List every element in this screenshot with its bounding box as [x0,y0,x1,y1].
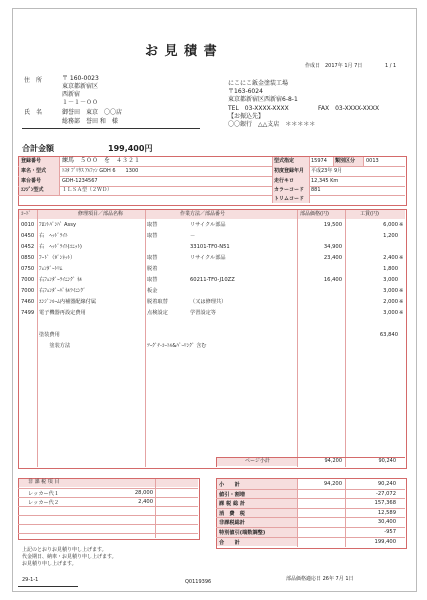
vehicle-divider [333,157,334,166]
item-price: 19,500 [323,222,342,228]
item-mark: ※ [399,222,404,228]
summary-row-line [216,489,405,490]
company-address: 東京都新宿区西新宿6-8-1 [228,96,298,103]
company-tel: TEL 03-XXXX-XXXX [228,105,289,112]
table-row [18,242,405,253]
page-title: お 見 積 書 [145,44,218,59]
nontax-value: 2,400 [138,499,153,505]
customer-addr1: 東京都新宿区 [62,83,99,90]
nontax-row-line [18,524,198,525]
engine-label: ｴﾝｼﾞﾝ型式 [21,187,44,193]
name-label: 氏 名 [24,109,43,116]
item-method: 脱着取替 [147,299,168,305]
item-price: 16,400 [323,277,342,283]
item-labor: 2,400 [383,255,398,261]
nontax-row-line [18,515,198,516]
item-code: 0750 [21,266,35,272]
table-row [18,253,405,264]
footer-left: 29-1-1 [22,577,39,583]
note-line-2: 代金期日、納車・お見積り申し上げます。 [22,554,117,560]
item-mark: ※ [399,255,404,261]
item-code: 0452 [21,244,35,250]
first-reg-label: 初度登録年月 [274,168,305,174]
note-line-3: お見積り申し上げます。 [22,561,77,567]
item-code: 7499 [21,310,35,316]
vehicle-divider [309,157,310,203]
summary-label: 値引・割増 [219,491,245,498]
header-code: ｺｰﾄﾞ [21,211,32,217]
vehicle-row-line [18,176,405,177]
total-value: 199,400円 [108,144,153,153]
item-price: 34,900 [323,244,342,250]
footer-right: 部品価格適応日 26年 7月 1日 [286,576,354,582]
item-part: リサイクル部品 [190,222,226,228]
table-row [18,264,405,275]
summary-value: -957 [384,529,396,535]
page-number: 1 / 1 [385,63,397,69]
item-code: 7000 [21,288,35,294]
table-row [18,220,405,231]
summary-row-line [216,498,405,499]
type-value: 15974 [311,158,327,164]
table-row [18,286,405,297]
item-code: 0850 [21,255,35,261]
item-method: 取替 [147,222,158,228]
color-value: 881 [311,187,321,193]
first-reg-value: 平成23年 9月 [311,168,343,174]
item-part: （又は修理共） [190,299,227,305]
summary-value: 157,368 [374,500,396,507]
item-method: 取替 [147,255,158,261]
summary-row-line [216,517,405,518]
company-postal: 〒163-6024 [228,88,263,95]
vehicle-row-line [18,195,405,196]
item-labor: 1,800 [383,266,398,272]
summary-label: 合 計 [219,539,240,546]
summary-row-line [216,527,405,528]
table-row [18,308,405,319]
item-labor: 6,000 [383,222,398,228]
header-labor: 工賃(円) [360,211,379,217]
summary-label: 特別値引(端数調整) [219,530,266,536]
bank-label: 【お振込先】 [228,113,265,120]
item-code: 7460 [21,299,35,305]
nontax-value: 28,000 [134,490,153,496]
customer-postal: 〒 160-0023 [62,75,99,82]
type-label: 型式指定 [274,158,295,164]
item-part: リサイクル部品 [190,255,226,261]
category-label: 類別区分 [335,158,356,164]
header-method: 作業方法／部品番号 [180,211,226,217]
item-code: 7000 [21,277,35,283]
customer-underline [22,128,200,129]
item-method: ﾂｰｸﾞﾁ-ｺｰﾄﾙ&ﾊﾟｰﾘﾝｸﾞ 含む [147,343,207,349]
header-price: 部品価格(円) [300,211,329,217]
reg-label: 登録番号 [21,158,42,164]
item-name: 塗装方法 [39,343,71,349]
page-subtotal-divider [216,457,217,467]
item-name: 右ﾌｪﾝﾀﾞｰﾊﾟﾈﾙﾗｲﾆﾝｸﾞ [39,288,86,294]
table-row [18,341,405,352]
customer-name1: 御誉田 東京 〇〇店 [62,109,123,116]
item-labor: 3,000 [383,288,398,294]
customer-name2: 総務部 誉田 和 様 [62,118,118,125]
item-name: 塗装費用 [39,332,60,338]
summary-label: 課 税 総 計 [219,501,246,508]
item-code: 0450 [21,233,35,239]
engine-value: １ＬＳＡ型（２ＷＤ） [62,187,113,193]
item-labor: 3,000 [383,277,398,283]
chassis-label: 車台番号 [21,178,42,184]
item-labor: 1,200 [383,233,398,239]
summary-value: 90,240 [377,481,396,487]
summary-value: 12,589 [377,509,396,516]
item-labor: 3,000 [383,310,398,316]
table-row [18,297,405,308]
item-part: 学習設定等 [190,310,216,316]
header-name: 修理項目／部品名称 [78,211,124,217]
table-row [18,231,405,242]
item-name: ﾌｪﾝﾀﾞｰﾄﾘﾑ [39,266,63,272]
created-date: 作成日 2017年 1月 7日 [305,63,363,69]
vehicle-divider [272,157,273,203]
summary-row-line [216,537,405,538]
nontax-row-line [18,497,198,498]
item-name: ｴﾝｼﾞﾝﾙｰﾑ内補器配線付属 [39,299,97,305]
item-price: 23,400 [323,255,342,261]
item-method: 取替 [147,233,158,239]
vehicle-row-line [18,166,405,167]
table-row [18,275,405,286]
nontax-label: レッカー代１ [28,491,60,497]
item-labor: 2,000 [383,299,398,305]
customer-addr3: １－１－００ [62,99,99,106]
footer-mid: Q0119396 [185,579,212,585]
color-label: カラーコード [274,187,305,193]
nontax-header: 非 課 税 項 目 [28,479,60,485]
trim-label: トリムコード [274,196,305,202]
item-name: 電子機器再設定費用 [39,310,86,316]
item-name: 右 ﾍｯﾄﾞﾗｲﾄ [39,233,68,239]
item-part: － [190,233,196,239]
item-name: 右 ﾍｯﾄﾞﾗｲﾄ(ﾕﾆｯﾄ) [39,244,82,250]
summary-row-line [216,508,405,509]
nontax-row-line [18,488,198,489]
page-subtotal-price: 94,200 [324,458,342,464]
summary-value: 199,400 [374,538,396,545]
item-method: 取替 [147,277,158,283]
page-subtotal-labor: 90,240 [378,458,396,464]
item-method: 板金 [147,288,158,294]
category-value: 0013 [366,158,379,164]
note-line-1: 上記のとおりお見積り申し上げます。 [22,547,107,553]
item-name: ﾌﾛﾝﾄﾊﾞﾝﾊﾟ Assy [39,222,77,228]
item-labor: 63,840 [379,332,398,338]
item-part: 60211-TF0-J10ZZ [190,277,235,283]
footer-left-underline [18,586,78,587]
item-mark: ※ [399,288,404,294]
model-label: 車名・型式 [21,168,47,174]
summary-value: 30,400 [377,519,396,526]
summary-label: 消 費 税 [219,510,245,517]
item-mark: ※ [399,299,404,305]
nontax-row-line [18,506,198,507]
item-name: 右ﾌｪﾝﾀﾞｰﾗｲﾆﾝｸﾞ ﾈﾙ [39,277,83,283]
item-name: ﾌｰﾄﾞ（ﾎﾞﾝﾈｯﾄ） [39,255,76,261]
reg-value: 練馬 ５００ を ４３２１ [62,157,141,164]
page-subtotal-label: ページ小計 [245,458,270,464]
item-method: 点検設定 [147,310,168,316]
bank-info: 〇〇銀行 △△支店 ＊＊＊＊＊ [228,121,316,128]
customer-addr2: 西新宿 [62,91,81,98]
item-part: 33101-TF0-N51 [190,244,230,250]
summary-value: -27,072 [375,490,396,497]
address-label: 住 所 [24,77,43,84]
model-value: ﾄﾖﾀ ﾌﾟﾘｳｽ ｱﾙﾌｧﾝ GDH 6 1300 [62,168,139,174]
item-method: 脱着 [147,266,158,272]
vehicle-divider [363,157,364,166]
item-code: 0010 [21,222,35,228]
table-row [18,319,405,330]
total-label: 合計金額 [22,144,54,153]
company-name: にこにこ鈑金塗装工場 [228,80,289,87]
nontax-row-line [18,533,198,534]
chassis-value: GDH-1234567 [62,178,98,184]
table-row [18,330,405,341]
item-mark: ※ [399,310,404,316]
summary-label: 小 計 [219,482,240,488]
nontax-label: レッカー代２ [28,500,60,506]
summary-label: 非課税総計 [219,520,245,527]
vehicle-divider [59,157,60,195]
summary-price: 94,200 [323,481,342,487]
mileage-label: 走行キロ [274,178,295,184]
mileage-value: 12,345 Km [311,178,339,184]
company-fax: FAX 03-XXXX-XXXX [318,105,380,112]
